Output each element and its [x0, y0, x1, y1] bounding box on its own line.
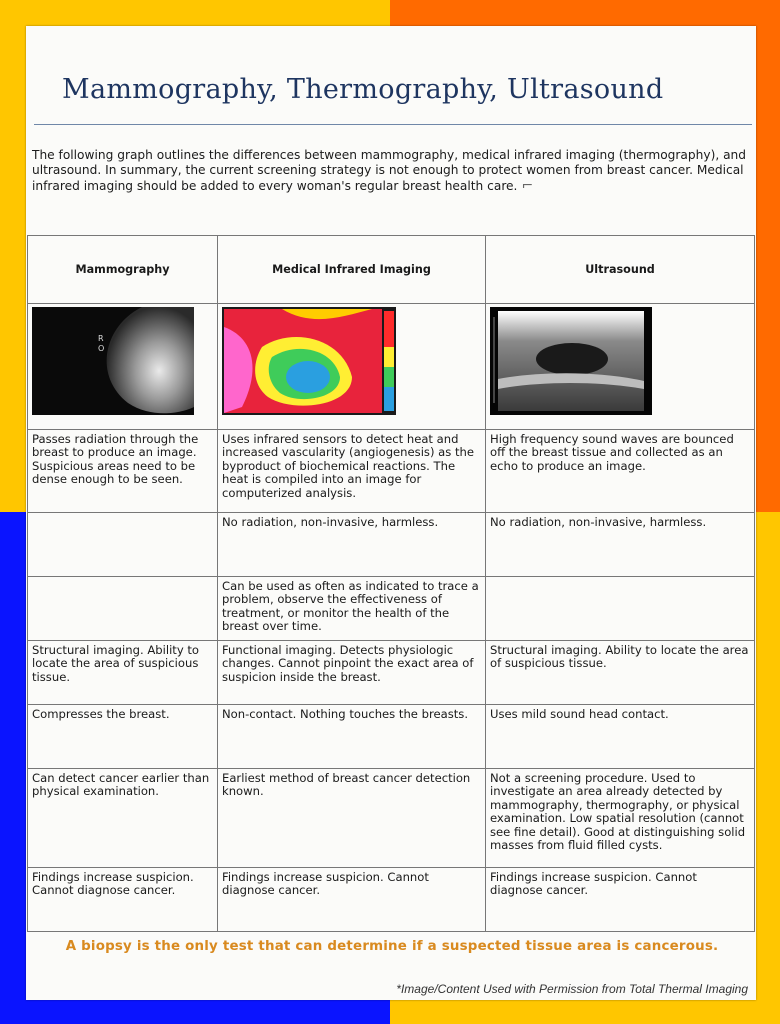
cell-infrared: Uses infrared sensors to detect heat and increased vascularity (angiogenesis) as the byproduct of biochemical reactions. The heat is compiled into an image for computerized analysis.: [218, 430, 486, 513]
intro-text: The following graph outlines the differences between mammography, medical infrared imaging (thermography), and ultrasound. In summary, the current screening strategy is not enough to protect women from breast cancer. Medical infrared imaging should be added to every woman's regular breast health care.: [32, 148, 747, 193]
table-row: [28, 430, 755, 513]
cell-ultrasound: High frequency sound waves are bounced off the breast tissue and collected as an echo to produce an image.: [486, 430, 755, 513]
table-row: [28, 769, 755, 868]
cell-mammography: Passes radiation through the breast to produce an image. Suspicious areas need to be dense enough to be seen.: [28, 430, 218, 513]
pen-mark-icon: ⌐: [521, 177, 534, 194]
table-row: [28, 641, 755, 705]
ultrasound-image: [490, 307, 652, 415]
header-infrared: Medical Infrared Imaging: [218, 236, 486, 304]
cell-infrared: Can be used as often as indicated to trace a problem, observe the effectiveness of treatment, or monitor the health of the breast over time.: [218, 577, 486, 641]
cell-mammography: Structural imaging. Ability to locate the area of suspicious tissue.: [28, 641, 218, 705]
header-mammography: Mammography: [28, 236, 218, 304]
cell-mammography: Findings increase suspicion. Cannot diagnose cancer.: [28, 868, 218, 932]
cell-ultrasound: Uses mild sound head contact.: [486, 705, 755, 769]
cell-mammography: [28, 513, 218, 577]
image-credit: *Image/Content Used with Permission from Total Thermal Imaging: [396, 982, 748, 996]
cell-infrared: Earliest method of breast cancer detection known.: [218, 769, 486, 868]
cell-infrared: Findings increase suspicion. Cannot diagnose cancer.: [218, 868, 486, 932]
page-title: Mammography, Thermography, Ultrasound: [62, 74, 664, 105]
header-ultrasound: Ultrasound: [486, 236, 755, 304]
table-row: [28, 577, 755, 641]
document-sheet: [26, 26, 756, 1000]
cell-ultrasound: [486, 577, 755, 641]
table-row: [28, 513, 755, 577]
svg-text:R: R: [98, 334, 104, 343]
image-cell-ultrasound: [486, 304, 755, 430]
biopsy-banner: A biopsy is the only test that can determine if a suspected tissue area is cancerous.: [65, 939, 719, 954]
image-cell-mammography: [28, 304, 218, 430]
table-header-row: [28, 236, 755, 304]
intro-paragraph: [32, 148, 750, 194]
image-cell-infrared: [218, 304, 486, 430]
cell-mammography: [28, 577, 218, 641]
svg-text:O: O: [98, 344, 105, 353]
cell-infrared: Non-contact. Nothing touches the breasts.: [218, 705, 486, 769]
cell-mammography: Compresses the breast.: [28, 705, 218, 769]
mammogram-image: [32, 307, 194, 415]
cell-ultrasound: Findings increase suspicion. Cannot diagnose cancer.: [486, 868, 755, 932]
table-row: [28, 705, 755, 769]
comparison-table: [27, 235, 755, 932]
thermogram-image: [222, 307, 396, 415]
cell-ultrasound: Not a screening procedure. Used to investigate an area already detected by mammography, thermography, or physical examination. Low spatial resolution (cannot see fine detail). Good at distinguishing solid masses from fluid filled cysts.: [486, 769, 755, 868]
table-row: [28, 868, 755, 932]
cell-ultrasound: Structural imaging. Ability to locate the area of suspicious tissue.: [486, 641, 755, 705]
cell-infrared: Functional imaging. Detects physiologic changes. Cannot pinpoint the exact area of suspicion inside the breast.: [218, 641, 486, 705]
cell-mammography: Can detect cancer earlier than physical examination.: [28, 769, 218, 868]
image-row: [28, 304, 755, 430]
title-divider: [34, 124, 752, 125]
cell-ultrasound: No radiation, non-invasive, harmless.: [486, 513, 755, 577]
cell-infrared: No radiation, non-invasive, harmless.: [218, 513, 486, 577]
